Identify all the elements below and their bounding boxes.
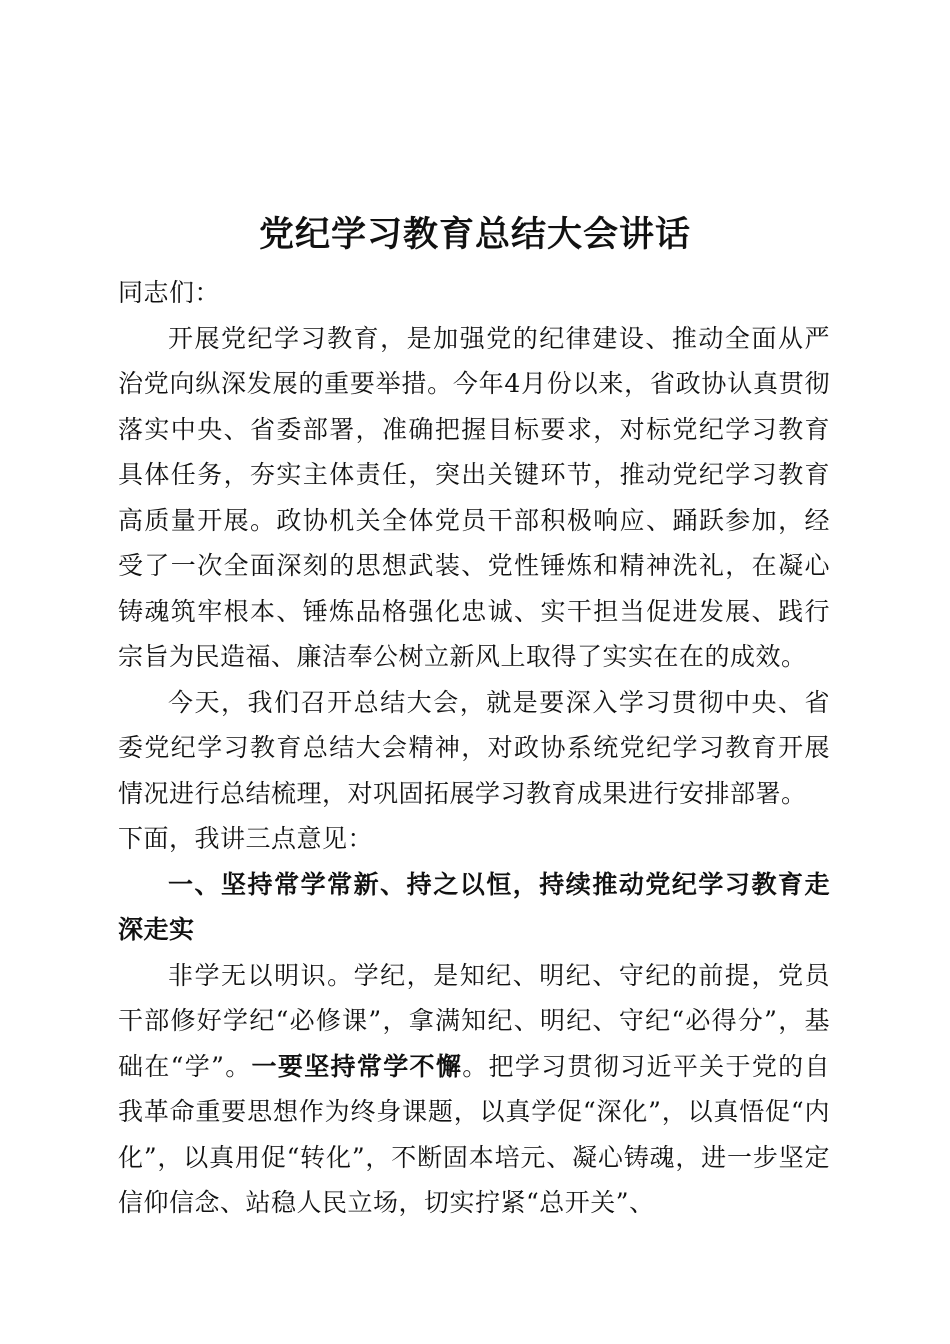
salutation: 同志们： [118, 278, 221, 307]
section-1-bold-phrase: 一要坚持常学不懈 [251, 1051, 463, 1081]
paragraph-closing-line: 下面，我讲三点意见： [118, 824, 374, 853]
document-body [118, 270, 830, 1226]
section-heading-1: 一、坚持常学常新、持之以恒，持续推动党纪学习教育走深走实 [118, 869, 830, 944]
section-1-paragraph [118, 953, 830, 1226]
section-1-text-before: 非学无以明识。学纪，是知纪、明纪、守纪的前提，党员干部修好学纪“必修课”，拿满知纪、明纪、守纪“必得分”，基础在“学”。 [118, 960, 830, 1081]
paragraph-purpose: 今天，我们召开总结大会，就是要深入学习贯彻中央、省委党纪学习教育总结大会精神，对政协系统党纪学习教育开展情况进行总结梳理，对巩固拓展学习教育成果进行安排部署。 [118, 687, 830, 808]
paragraph-intro: 开展党纪学习教育，是加强党的纪律建设、推动全面从严治党向纵深发展的重要举措。今年4月份以来，省政协认真贯彻落实中央、省委部署，准确把握目标要求，对标党纪学习教育具体任务，夯实主体责任，突出关键环节，推动党纪学习教育高质量开展。政协机关全体党员干部积极响应、踊跃参加，经受了一次全面深刻的思想武装、党性锤炼和精神洗礼，在凝心铸魂筑牢根本、锤炼品格强化忠诚、实干担当促进发展、践行宗旨为民造福、廉洁奉公树立新风上取得了实实在在的成效。 [118, 323, 830, 671]
document-title: 党纪学习教育总结大会讲话 [258, 215, 691, 255]
section-1-text-after: 。把学习贯彻习近平关于党的自我革命重要思想作为终身课题，以真学促“深化”，以真悟促“内化”，以真用促“转化”，不断固本培元、凝心铸魂，进一步坚定信仰信念、站稳人民立场，切实拧紧“总开关”、 [118, 1051, 830, 1217]
